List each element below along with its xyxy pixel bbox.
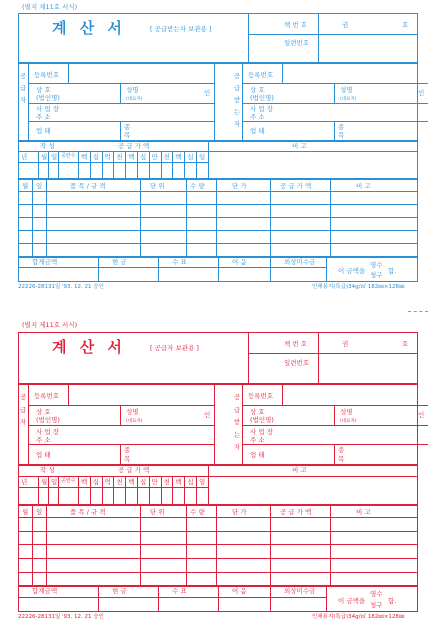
item-row-line <box>18 572 418 573</box>
pay-col-3: 어 음 <box>232 258 247 266</box>
address-label-a: 사 업 장 <box>250 427 273 436</box>
form-title: 계 산 서 <box>52 19 126 37</box>
parties-middle <box>214 384 215 465</box>
pay-col-4: 외상미수금 <box>284 258 316 266</box>
col-divider <box>78 476 79 505</box>
item-row-line <box>18 544 418 545</box>
item-row-line <box>18 243 418 244</box>
company-label: 상 호 <box>250 407 265 416</box>
item-col-1: 일 <box>36 182 43 190</box>
form-subtitle: [ 공급받는자 보관용 ] <box>150 25 212 33</box>
col-divider <box>38 151 39 179</box>
col-divider <box>158 586 159 612</box>
date-col-1: 월 <box>41 153 48 161</box>
number-label: 호 <box>402 339 409 348</box>
company-label: 상 호 <box>36 86 51 94</box>
address-label-a: 사 업 장 <box>250 105 273 113</box>
date-col-3: 공란수 <box>61 477 76 484</box>
item-col-2: 품 목 / 규 격 <box>70 507 106 516</box>
receiver-side-label: 공 급 받 는 자 <box>234 72 241 128</box>
reg-divider <box>282 384 283 405</box>
row-line <box>18 597 326 598</box>
book-divider <box>318 13 319 63</box>
receipt-text: 이 금액을 <box>338 267 366 275</box>
col-divider <box>326 257 327 282</box>
row-line <box>242 103 428 104</box>
biz-item-label: 종 목 <box>338 446 345 463</box>
item-col-1: 일 <box>36 507 43 516</box>
date-col-2: 일 <box>51 153 58 161</box>
receipt-a: 영수 <box>370 261 383 269</box>
item-row-line <box>18 191 418 192</box>
biz-type-label: 업 태 <box>36 450 51 459</box>
date-header: 작 성 <box>40 466 55 475</box>
date-col-0: 년 <box>21 153 28 161</box>
reg-no-label: 등록번호 <box>34 71 60 79</box>
item-row-line <box>18 558 418 559</box>
col-divider <box>158 257 159 282</box>
biz-type-label: 업 태 <box>36 127 51 135</box>
digit-col-2: 억 <box>104 153 111 161</box>
corp-label: (법인명) <box>36 94 60 102</box>
pay-col-0: 합계금액 <box>32 258 58 266</box>
item-col-7: 비 고 <box>356 182 371 190</box>
col-divider <box>149 476 150 505</box>
pay-col-3: 어 음 <box>232 587 247 596</box>
invoice-form-buyer <box>0 0 438 300</box>
col-divider <box>218 257 219 282</box>
receipt-a: 영수 <box>370 590 383 599</box>
footer-right: 인쇄용지(특급)34g/㎡ 182㎜×128㎜ <box>312 284 405 290</box>
side-divider <box>28 384 29 465</box>
form-number: (별지 제11호 서식) <box>22 321 78 330</box>
biz-divider <box>120 121 121 141</box>
address-label-a: 사 업 장 <box>36 105 59 113</box>
supplier-side-label: 공 급 자 <box>20 72 27 104</box>
pay-col-2: 수 표 <box>172 587 187 596</box>
col-divider <box>98 257 99 282</box>
header-divider <box>248 13 249 63</box>
col-divider <box>113 476 114 505</box>
item-col-0: 월 <box>22 507 29 516</box>
date-col-2: 일 <box>51 477 58 486</box>
name-label: 성명 <box>340 407 353 416</box>
row-line <box>28 103 214 104</box>
name-divider <box>120 405 121 426</box>
col-divider <box>98 586 99 612</box>
item-col-6: 공 급 가 액 <box>280 182 312 190</box>
item-col-5: 단 가 <box>232 507 247 516</box>
item-row-line <box>18 531 418 532</box>
seal-label: 인 <box>204 89 211 97</box>
col-divider <box>208 476 209 505</box>
date-col-0: 년 <box>21 477 28 486</box>
col-divider <box>149 151 150 179</box>
col-divider <box>184 151 185 179</box>
col-divider <box>172 151 173 179</box>
col-divider <box>102 476 103 505</box>
digit-col-3: 천 <box>116 153 123 161</box>
row-line <box>242 83 428 84</box>
digit-col-10: 일 <box>199 153 206 161</box>
digit-col-10: 일 <box>199 477 206 486</box>
receiver-side-label: 공 급 받 는 자 <box>234 393 241 452</box>
digit-col-5: 십 <box>140 477 147 486</box>
biz-item-label: 종 목 <box>124 446 131 463</box>
reg-no-label: 등록번호 <box>248 71 274 79</box>
side-divider <box>28 63 29 141</box>
receipt-b: 청구 <box>370 271 383 279</box>
row-line <box>28 83 214 84</box>
biz-type-label: 업 태 <box>250 127 265 135</box>
book-row-line <box>248 353 418 354</box>
item-col-6: 공 급 가 액 <box>280 507 312 516</box>
name-divider <box>120 83 121 103</box>
invoice-form-supplier <box>0 318 438 631</box>
corp-label: (법인명) <box>250 416 274 425</box>
parties-box <box>18 63 418 141</box>
digit-col-2: 억 <box>104 477 111 486</box>
rep-label: (대표자) <box>126 419 143 425</box>
biz-divider <box>334 121 335 141</box>
company-label: 상 호 <box>250 86 265 94</box>
col-divider <box>58 151 59 179</box>
digit-col-9: 십 <box>187 477 194 486</box>
row-line <box>18 267 326 268</box>
receipt-b: 청구 <box>370 600 383 609</box>
biz-item-label: 종 목 <box>124 123 131 139</box>
footer-left: 22226-28131일 '93. 12. 21 승인 <box>18 284 104 290</box>
name-label: 성명 <box>340 86 353 94</box>
digit-col-8: 백 <box>175 153 182 161</box>
name-label: 성명 <box>126 86 139 94</box>
rep-label: (대표자) <box>340 419 357 425</box>
item-col-4: 수 량 <box>190 507 205 516</box>
amount-header: 공 급 가 액 <box>118 142 150 150</box>
col-divider <box>90 151 91 179</box>
col-divider <box>48 476 49 505</box>
row-line <box>28 444 214 445</box>
digit-col-3: 천 <box>116 477 123 486</box>
header-divider <box>248 332 249 384</box>
form-number: (별지 제11호 서식) <box>22 3 78 11</box>
amount-header: 공 급 가 액 <box>118 466 150 475</box>
biz-item-label: 종 목 <box>338 123 345 139</box>
book-number-label: 책 번 호 <box>284 339 307 348</box>
book-divider <box>318 332 319 384</box>
parties-middle <box>214 63 215 141</box>
form-title: 계 산 서 <box>52 337 126 356</box>
date-header: 작 성 <box>40 142 55 150</box>
col-divider <box>90 476 91 505</box>
row-line <box>28 405 214 406</box>
col-divider <box>38 476 39 505</box>
name-divider <box>334 405 335 426</box>
row-line <box>242 121 428 122</box>
form-subtitle: [ 공급자 보관용 ] <box>150 344 199 353</box>
supplier-side-label: 공 급 자 <box>20 393 27 427</box>
digit-col-6: 만 <box>151 153 159 161</box>
corp-label: (법인명) <box>250 94 274 102</box>
pay-col-0: 합계금액 <box>32 587 58 596</box>
pay-col-2: 수 표 <box>172 258 187 266</box>
company-label: 상 호 <box>36 407 51 416</box>
digit-col-1: 십 <box>92 477 100 486</box>
remarks-header: 비 고 <box>292 466 307 475</box>
col-divider <box>102 151 103 179</box>
item-col-0: 월 <box>22 182 29 190</box>
name-divider <box>334 83 335 103</box>
digit-col-8: 백 <box>175 477 182 486</box>
digit-col-7: 천 <box>163 477 170 486</box>
col-divider <box>196 151 197 179</box>
digit-col-7: 천 <box>163 153 170 161</box>
seal-label: 인 <box>418 410 425 419</box>
book-row-line <box>248 34 418 35</box>
item-row-line <box>18 217 418 218</box>
col-divider <box>161 151 162 179</box>
item-row-line <box>18 204 418 205</box>
item-col-7: 비 고 <box>356 507 371 516</box>
pay-col-1: 현 금 <box>112 258 127 266</box>
col-divider <box>78 151 79 179</box>
date-col-3: 공란수 <box>61 153 76 159</box>
col-divider <box>48 151 49 179</box>
col-divider <box>125 151 126 179</box>
row-line <box>28 425 214 426</box>
row-line <box>28 121 214 122</box>
volume-label: 권 <box>342 339 349 348</box>
parties-box <box>18 384 418 465</box>
reg-no-label: 등록번호 <box>248 392 274 401</box>
biz-divider <box>334 444 335 465</box>
cut-line <box>408 311 428 312</box>
col-divider <box>172 476 173 505</box>
digit-col-0: 백 <box>81 153 88 161</box>
col-divider <box>326 586 327 612</box>
book-number-label: 책 번 호 <box>284 21 307 29</box>
rep-label: (대표자) <box>126 97 143 102</box>
digit-col-4: 백 <box>128 153 135 161</box>
serial-number-label: 일련번호 <box>284 39 310 47</box>
digit-col-1: 십 <box>92 153 100 161</box>
digit-col-5: 십 <box>140 153 147 161</box>
reg-divider <box>68 384 69 405</box>
item-row-line <box>18 517 418 518</box>
reg-no-label: 등록번호 <box>34 392 60 401</box>
digit-col-0: 백 <box>81 477 88 486</box>
receipt-end: 함. <box>388 596 397 605</box>
footer-left: 22226-28131일 '93. 12. 21 승인 <box>18 614 104 621</box>
item-col-5: 단 가 <box>232 182 247 190</box>
item-col-2: 품 목 / 규 격 <box>70 182 106 190</box>
name-label: 성명 <box>126 407 139 416</box>
col-divider <box>58 476 59 505</box>
side-divider <box>242 63 243 141</box>
remarks-header: 비 고 <box>292 142 307 150</box>
rep-label: (대표자) <box>340 97 357 102</box>
address-label-b: 주 소 <box>36 435 51 444</box>
col-divider <box>208 151 209 179</box>
biz-divider <box>120 444 121 465</box>
address-label-a: 사 업 장 <box>36 427 59 436</box>
address-label-b: 주 소 <box>250 113 265 121</box>
row-line <box>242 405 428 406</box>
col-divider <box>125 476 126 505</box>
receipt-end: 함. <box>388 267 397 275</box>
digit-col-9: 십 <box>187 153 194 161</box>
corp-label: (법인명) <box>36 416 60 425</box>
serial-number-label: 일련번호 <box>284 358 310 367</box>
pay-col-1: 현 금 <box>112 587 127 596</box>
address-label-b: 주 소 <box>250 435 265 444</box>
seal-label: 인 <box>204 410 211 419</box>
col-divider <box>113 151 114 179</box>
col-divider <box>137 151 138 179</box>
col-divider <box>270 257 271 282</box>
pay-col-4: 외상미수금 <box>284 587 316 596</box>
volume-label: 권 <box>342 21 349 29</box>
digit-col-6: 만 <box>151 477 159 486</box>
col-divider <box>196 476 197 505</box>
number-label: 호 <box>402 21 409 29</box>
col-divider <box>270 586 271 612</box>
item-row-line <box>18 230 418 231</box>
receipt-text: 이 금액을 <box>338 596 366 605</box>
col-divider <box>218 586 219 612</box>
col-divider <box>137 476 138 505</box>
address-label-b: 주 소 <box>36 113 51 121</box>
row-line <box>242 425 428 426</box>
col-divider <box>184 476 185 505</box>
reg-divider <box>282 63 283 83</box>
item-col-4: 수 량 <box>190 182 205 190</box>
footer-right: 인쇄용지(특급)34g/㎡ 182㎜×128㎜ <box>312 614 405 621</box>
row-line <box>242 444 428 445</box>
date-col-1: 월 <box>41 477 48 486</box>
digit-col-4: 백 <box>128 477 135 486</box>
side-divider <box>242 384 243 465</box>
reg-divider <box>68 63 69 83</box>
col-divider <box>161 476 162 505</box>
item-col-3: 단 위 <box>150 507 165 516</box>
biz-type-label: 업 태 <box>250 450 265 459</box>
item-col-3: 단 위 <box>150 182 165 190</box>
seal-label: 인 <box>418 89 425 97</box>
